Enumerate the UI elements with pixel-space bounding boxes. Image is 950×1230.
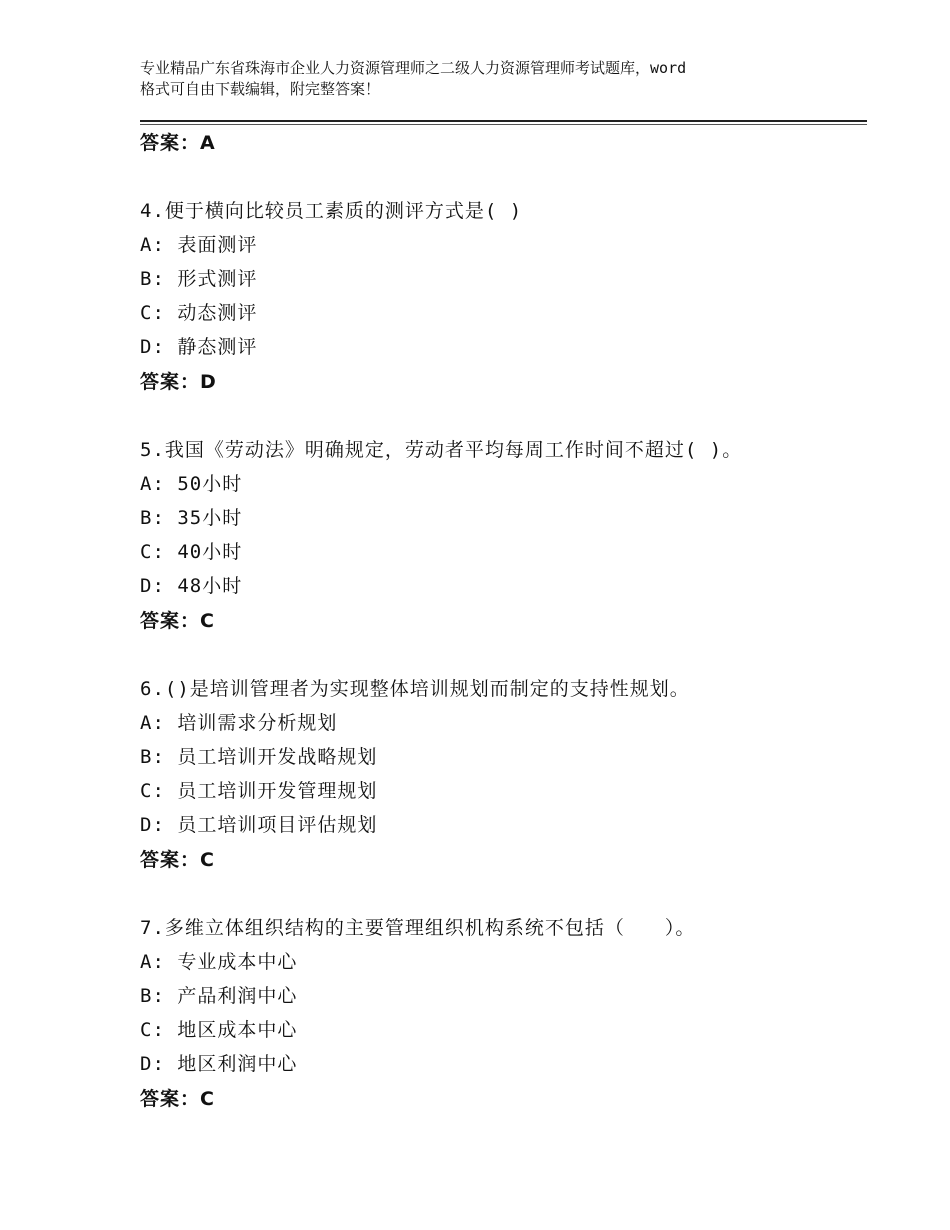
header-title-line-2: 格式可自由下载编辑，附完整答案！ [140,80,381,98]
question-5-option-b: B: 35小时 [140,507,243,529]
question-6-stem: 6.()是培训管理者为实现整体培训规划而制定的支持性规划。 [140,678,690,700]
question-4-answer: 答案：D [140,371,217,393]
document-header [140,58,840,100]
question-6-option-b: B: 员工培训开发战略规划 [140,746,378,768]
question-5-option-d: D: 48小时 [140,575,243,597]
question-5-option-c: C: 40小时 [140,541,243,563]
question-6-option-d: D: 员工培训项目评估规划 [140,814,378,836]
header-divider [140,120,867,125]
question-6-option-a: A: 培训需求分析规划 [140,712,338,734]
header-divider-thin [140,124,867,125]
question-7-option-c: C: 地区成本中心 [140,1019,298,1041]
question-4-option-d: D: 静态测评 [140,336,258,358]
question-7-option-d: D: 地区利润中心 [140,1053,298,1075]
question-6-option-c: C: 员工培训开发管理规划 [140,780,378,802]
question-7-option-b: B: 产品利润中心 [140,985,298,1007]
question-5-stem: 5.我国《劳动法》明确规定，劳动者平均每周工作时间不超过( )。 [140,439,743,461]
question-4-stem: 4.便于横向比较员工素质的测评方式是( ) [140,200,523,222]
question-7-option-a: A: 专业成本中心 [140,951,298,973]
question-4-option-b: B: 形式测评 [140,268,258,290]
question-5-option-a: A: 50小时 [140,473,243,495]
previous-question-answer: 答案：A [140,132,216,154]
question-4-option-c: C: 动态测评 [140,302,258,324]
question-7-stem: 7.多维立体组织结构的主要管理组织机构系统不包括（ ）。 [140,917,696,939]
question-7-answer: 答案：C [140,1088,215,1110]
header-divider-thick [140,120,867,122]
question-4-option-a: A: 表面测评 [140,234,258,256]
question-5-answer: 答案：C [140,610,215,632]
question-6-answer: 答案：C [140,849,215,871]
header-title-line-1: 专业精品广东省珠海市企业人力资源管理师之二级人力资源管理师考试题库，word [140,59,687,77]
